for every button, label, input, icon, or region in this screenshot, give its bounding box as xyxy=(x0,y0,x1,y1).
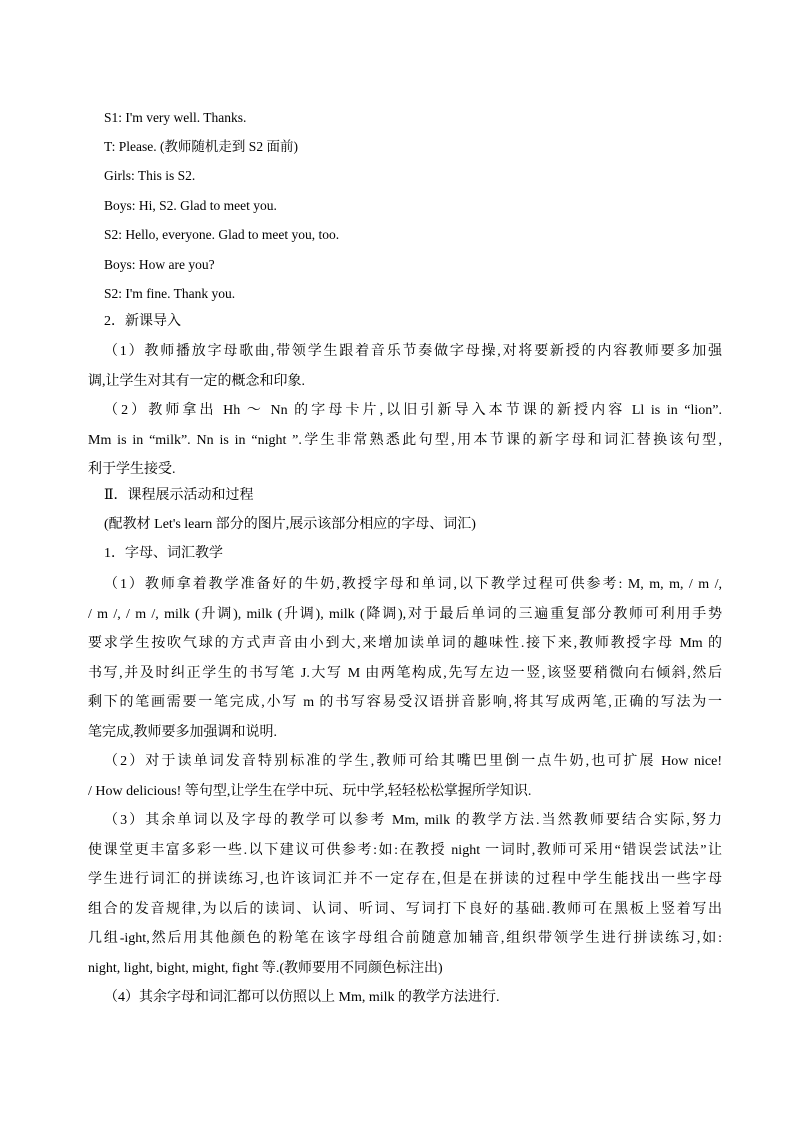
paragraph-line: 使课堂更丰富多彩一些.以下建议可供参考:如:在教授 night 一词时,教师可采用“错误尝试法”让 xyxy=(88,842,722,858)
paragraph-line: Mm is in “milk”. Nn is in “night ”.学生非常熟悉此句型,用本节课的新字母和词汇替换该句型, xyxy=(88,432,722,448)
section-heading-letters: 1．字母、词汇教学 xyxy=(104,546,223,561)
paragraph-line: 剩下的笔画需要一笔完成,小写 m 的书写容易受汉语拼音影响,将其写成两笔,正确的写法为一 xyxy=(88,695,722,710)
paragraph-teach-4 xyxy=(88,983,722,1013)
paragraph-line: 利于学生接受. xyxy=(88,462,176,477)
paragraph-line: 要求学生按吹气球的方式声音由小到大,来增加读单词的趣味性.接下来,教师教授字母 Mm 的 xyxy=(88,636,722,651)
dialogue-line: S2: Hello, everyone. Glad to meet you, too. xyxy=(104,227,340,242)
paragraph-intro-2 xyxy=(88,396,722,485)
paragraph-teach-1 xyxy=(88,570,722,747)
part-note: (配教材 Let's learn 部分的图片,展示该部分相应的字母、词汇) xyxy=(104,517,476,532)
paragraph-line: 学生进行词汇的拼读练习,也许该词汇并不一定存在,但是在拼读的过程中学生能找出一些字母 xyxy=(88,872,722,887)
dialogue-line: Boys: How are you? xyxy=(104,257,215,272)
paragraph-teach-2 xyxy=(88,747,722,806)
paragraph-line: 几组-ight,然后用其他颜色的粉笔在该字母组合前随意加辅音,组织带领学生进行拼读练习,如: xyxy=(88,931,722,946)
paragraph-line: （4）其余字母和词汇都可以仿照以上 Mm, milk 的教学方法进行. xyxy=(104,990,500,1005)
paragraph-line: 组合的发音规律,为以后的读词、认词、听词、写词打下良好的基础.教师可在黑板上竖着写出 xyxy=(88,901,722,917)
dialogue-line: Girls: This is S2. xyxy=(104,168,196,183)
paragraph-line: 调,让学生对其有一定的概念和印象. xyxy=(88,373,305,389)
dialogue-line: S2: I'm fine. Thank you. xyxy=(104,286,236,301)
dialogue-line: Boys: Hi, S2. Glad to meet you. xyxy=(104,198,277,213)
paragraph-line: （1）教师播放字母歌曲,带领学生跟着音乐节奏做字母操,对将要新授的内容教师要多加强 xyxy=(104,344,722,359)
paragraph-line: / How delicious! 等句型,让学生在学中玩、玩中学,轻轻松松掌握所学知识. xyxy=(88,783,532,799)
paragraph-line: （3）其余单词以及字母的教学可以参考 Mm, milk 的教学方法.当然教师要结合实际,努力 xyxy=(104,813,722,828)
paragraph-intro-1 xyxy=(88,337,722,396)
paragraph-line: 笔完成,教师要多加强调和说明. xyxy=(88,724,277,740)
part-heading: Ⅱ．课程展示活动和过程 xyxy=(104,488,254,503)
dialogue-line: S1: I'm very well. Thanks. xyxy=(104,110,247,125)
paragraph-line: （2）对于读单词发音特别标准的学生,教师可给其嘴巴里倒一点牛奶,也可扩展 How nice! xyxy=(104,754,722,769)
section-heading-new-lesson: 2．新课导入 xyxy=(104,314,181,329)
paragraph-line: / m /, / m /, milk (升调), milk (升调), milk (降调),对于最后单词的三遍重复部分教师可利用手势 xyxy=(88,606,722,622)
paragraph-line: （2）教师拿出 Hh ～ Nn 的字母卡片,以旧引新导入本节课的新授内容 Ll is in “lion”. xyxy=(104,403,722,418)
paragraph-line: （1）教师拿着教学准备好的牛奶,教授字母和单词,以下教学过程可供参考: M, m, m, / m /, xyxy=(104,577,722,592)
paragraph-line: 书写,并及时纠正学生的书写笔 J.大写 M 由两笔构成,先写左边一竖,该竖要稍微向右倾斜,然后 xyxy=(88,665,722,681)
paragraph-line: night, light, bight, might, fight 等.(教师要用不同颜色标注出) xyxy=(88,960,443,976)
paragraph-teach-3 xyxy=(88,806,722,983)
dialogue-line: T: Please. (教师随机走到 S2 面前) xyxy=(104,139,298,154)
